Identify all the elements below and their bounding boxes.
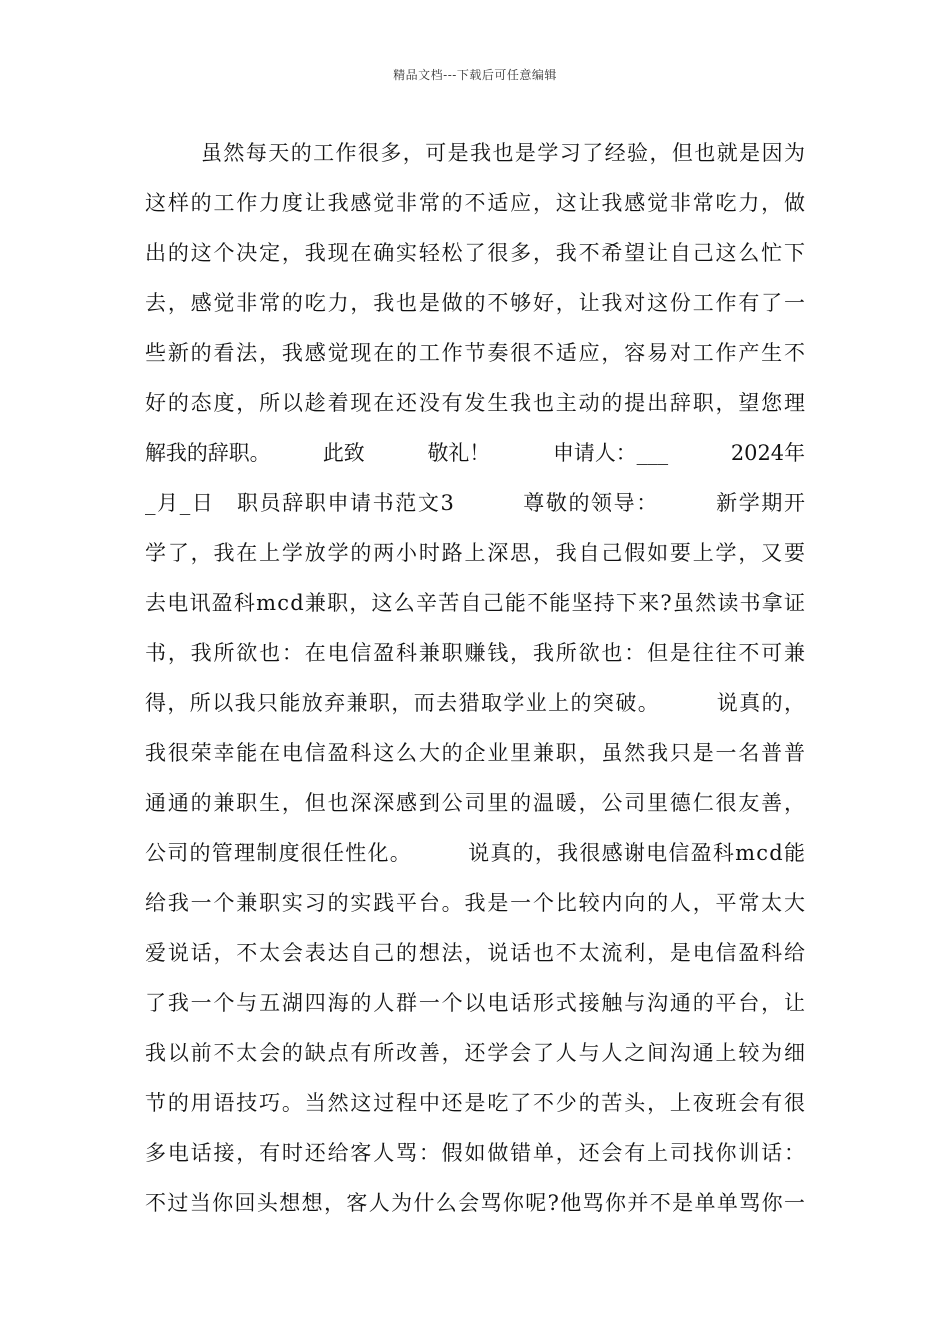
page-header: 精品文档---下载后可任意编辑 (393, 68, 557, 82)
text-line (145, 1028, 805, 1078)
text-line (145, 228, 805, 278)
text-line (145, 128, 805, 178)
text-line-content: 我很荣幸能在电信盈科这么大的企业里兼职，虽然我只是一名普普 (145, 741, 807, 765)
text-line (145, 1128, 805, 1178)
text-line (145, 578, 805, 628)
text-line-content: 不过当你回头想想，客人为什么会骂你呢?他骂你并不是单单骂你一 (145, 1191, 807, 1215)
text-line (145, 678, 805, 728)
text-line-content: 学了，我在上学放学的两小时路上深思，我自己假如要上学，又要 (145, 541, 807, 565)
text-line-content: 得，所以我只能放弃兼职，而去猎取学业上的突破。 说真的， (145, 691, 807, 715)
text-line-content: 去，感觉非常的吃力，我也是做的不够好，让我对这份工作有了一 (145, 291, 807, 315)
text-line (145, 428, 805, 478)
text-line-content: 好的态度，所以趁着现在还没有发生我也主动的提出辞职，望您理 (145, 391, 807, 415)
text-line (145, 478, 805, 528)
text-line-content: 我以前不太会的缺点有所改善，还学会了人与人之间沟通上较为细 (145, 1041, 807, 1065)
text-line (145, 328, 805, 378)
text-line-content: 节的用语技巧。当然这过程中还是吃了不少的苦头，上夜班会有很 (145, 1091, 807, 1115)
text-line (145, 178, 805, 228)
text-line-content: 多电话接，有时还给客人骂：假如做错单，还会有上司找你训话： (145, 1141, 807, 1165)
text-line (145, 1078, 805, 1128)
text-line-content: 了我一个与五湖四海的人群一个以电话形式接触与沟通的平台，让 (145, 991, 807, 1015)
text-line-content: 书，我所欲也：在电信盈科兼职赚钱，我所欲也：但是往往不可兼 (145, 641, 807, 665)
text-line (145, 828, 805, 878)
text-line-content: 公司的管理制度很任性化。 说真的，我很感谢电信盈科mcd能 (145, 841, 807, 865)
text-line-content: 些新的看法，我感觉现在的工作节奏很不适应，容易对工作产生不 (145, 341, 807, 365)
text-line-content: 给我一个兼职实习的实践平台。我是一个比较内向的人，平常太大 (145, 891, 807, 915)
text-line (145, 628, 805, 678)
text-line (145, 1178, 805, 1228)
text-line (145, 978, 805, 1028)
text-line (145, 928, 805, 978)
text-line (145, 728, 805, 778)
text-line (145, 778, 805, 828)
body-text (145, 128, 805, 1228)
text-line-content: 这样的工作力度让我感觉非常的不适应，这让我感觉非常吃力，做 (145, 191, 807, 215)
text-line-content: 通通的兼职生，但也深深感到公司里的温暖，公司里德仁很友善， (145, 791, 807, 815)
text-line-content: 去电讯盈科mcd兼职，这么辛苦自己能不能坚持下来?虽然读书拿证 (145, 591, 807, 615)
text-line-content: 爱说话，不太会表达自己的想法，说话也不太流利，是电信盈科给 (145, 941, 807, 965)
text-line-content: _月_日 职员辞职申请书范文3 尊敬的领导： 新学期开 (145, 491, 807, 515)
text-line-content: 出的这个决定，我现在确实轻松了很多，我不希望让自己这么忙下 (145, 241, 807, 265)
text-line-content: 虽然每天的工作很多，可是我也是学习了经验，但也就是因为 (201, 141, 807, 165)
text-line (145, 378, 805, 428)
text-line (145, 278, 805, 328)
text-line (145, 878, 805, 928)
text-line-content: 解我的辞职。 此致 敬礼！ 申请人：___ 2024年 (145, 441, 805, 465)
text-line (145, 528, 805, 578)
